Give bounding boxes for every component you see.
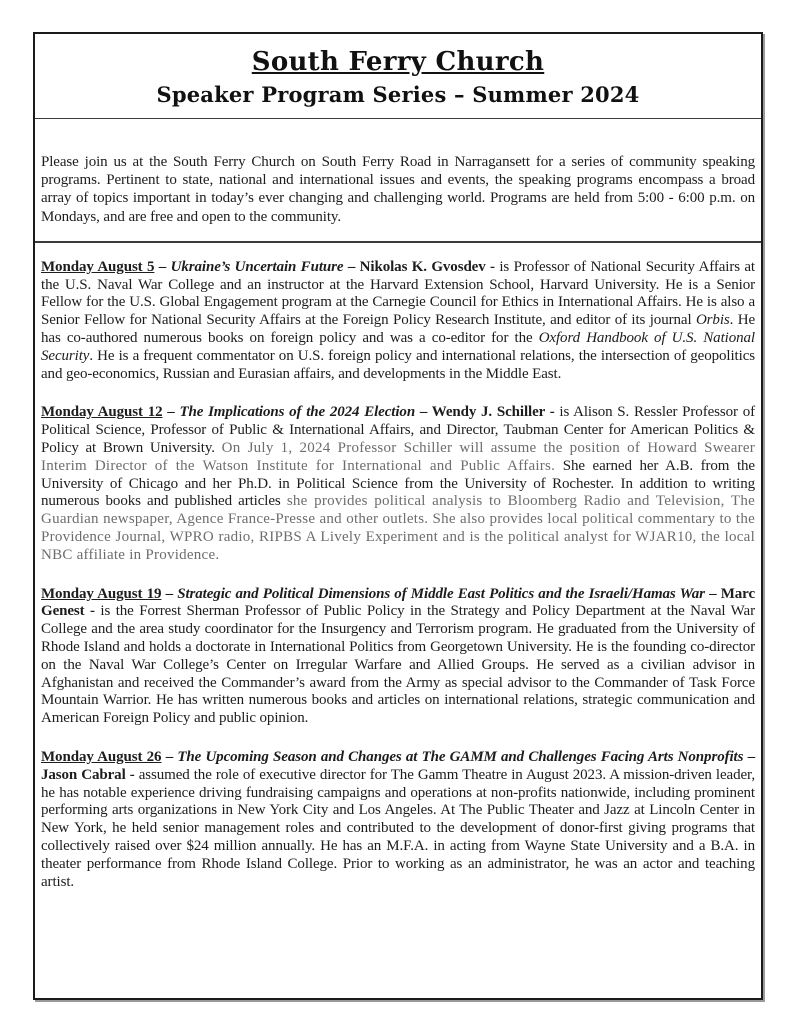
entry-date: Monday August 26 [41,748,162,765]
dash-separator: – [154,258,171,275]
program-entry [41,259,755,384]
text-segment: . He is a frequent commentator on U.S. foreign policy and international relations, the intersection of geopolitics and geo-economics, Russian and Eurasian affairs, and developments in the Middle East. [41,347,755,382]
dash-separator: – [161,748,178,765]
entry-date: Monday August 5 [41,258,155,275]
text-segment: Orbis [695,312,730,329]
entry-talk-title: The Implications of the 2024 Election [179,404,416,421]
text-segment: . He has co-authored numerous books on foreign policy and was a co-editor for the [41,312,756,346]
page-subtitle: Speaker Program Series – Summer 2024 [156,82,640,107]
entry-date: Monday August 12 [41,404,163,421]
program-entry [41,586,755,728]
entry-speaker: Nikolas K. Gvosdev - [359,258,500,275]
entry-talk-title: Ukraine’s Uncertain Future [170,258,344,275]
intro-divider [35,241,761,243]
text-segment: Oxford Handbook of U.S. National Security [41,330,755,364]
text-segment: assumed the role of executive director for The Gamm Theatre in August 2023. A mission-driven leader, he has notable experience driving fundraising campaigns and operations at non-profits nationwide, including prominent performing arts organizations in New York City and Los Angeles. At The Public Theater and Jazz at Lincoln Center in New York, he held senior management roles and contributed to the development of donor-first giving programs that collectively raised over $24 million annually. He has an M.F.A. in acting from Wayne State University and a B.A. in theater performance from Rhode Island College. Prior to working as an administrator, he was an actor and teaching artist. [41,766,755,890]
dash-separator: – [343,258,360,275]
entry-talk-title: Strategic and Political Dimensions of Middle East Politics and the Israeli/Hamas War [177,585,705,602]
entry-speaker: Jason Cabral - [41,766,139,783]
entries [41,259,755,892]
entry-talk-title: The Upcoming Season and Changes at The GAMM and Challenges Facing Arts Nonprofits [177,748,744,765]
dash-separator: – [162,404,180,421]
text-segment: is Alison S. Ressler Professor of Political Science, Professor of Public & International Affairs, and Director, Taubman Center for American Politics & Policy at Brown University. [41,404,755,456]
text-segment: is the Forrest Sherman Professor of Public Policy in the Strategy and Policy Department at the Naval War College and the area study coordinator for the Insurgency and Terrorism program. He graduated from the University of Rhode Island and holds a doctorate in International Politics from Georgetown University. He is the founding co-director on the Naval War College’s Center on Irregular Warfare and Allied Groups. He served as a civilian advisor in Afghanistan and received the Commander’s award from the Army as special advisor to the Commander of Task Force Mountain Warrior. He has written numerous books and articles on international relations, strategic communication and American Foreign Policy and public opinion. [41,603,755,727]
intro-paragraph: Please join us at the South Ferry Church on South Ferry Road in Narragansett for a series of community speaking programs. Pertinent to state, national and international issues and events, the speaking programs encompass a broad array of topics important in today’s ever changing and challenging world. Programs are held from 5:00 - 6:00 p.m. on Mondays, and are free and open to the community. [41,154,755,225]
program-entry [41,749,755,891]
dash-separator: – [161,585,178,602]
text-segment: is Professor of National Security Affairs at the U.S. Naval War College and an instructor at the Harvard Extension School, Harvard University. He is a Senior Fellow for the U.S. Global Engagement program at the Carnegie Council for Ethics in International Affairs. He is also a Senior Fellow for National Security Affairs at the Foreign Policy Research Institute, and editor of its journal [41,258,756,329]
dash-separator: – [743,748,755,765]
header-divider [35,118,761,119]
page-title: South Ferry Church [251,47,545,77]
program-entry [41,404,755,564]
text-segment: she provides political analysis to Bloomberg Radio and Television, The Guardian newspaper, Agence France-Presse and other outlets. She also provides local political commentary to the Providence Journal, WPRO radio, RIPBS A Lively Experiment and is the political analyst for WJAR10, the local NBC affiliate in Providence. [41,493,755,563]
entry-date: Monday August 19 [41,585,162,602]
text-segment: On July 1, 2024 Professor Schiller will assume the position of Howard Swearer Interim Director of the Watson Institute for International and Public Affairs. [41,439,755,474]
entry-speaker: Marc Genest - [41,585,756,620]
dash-separator: – [704,585,721,602]
dash-separator: – [415,404,432,421]
document-page [33,32,763,1000]
entry-speaker: Wendy J. Schiller - [431,404,560,421]
text-segment: She earned her A.B. from the University of Chicago and her Ph.D. in Political Science from the University of Rochester. In addition to writing numerous books and published articles [41,457,755,510]
